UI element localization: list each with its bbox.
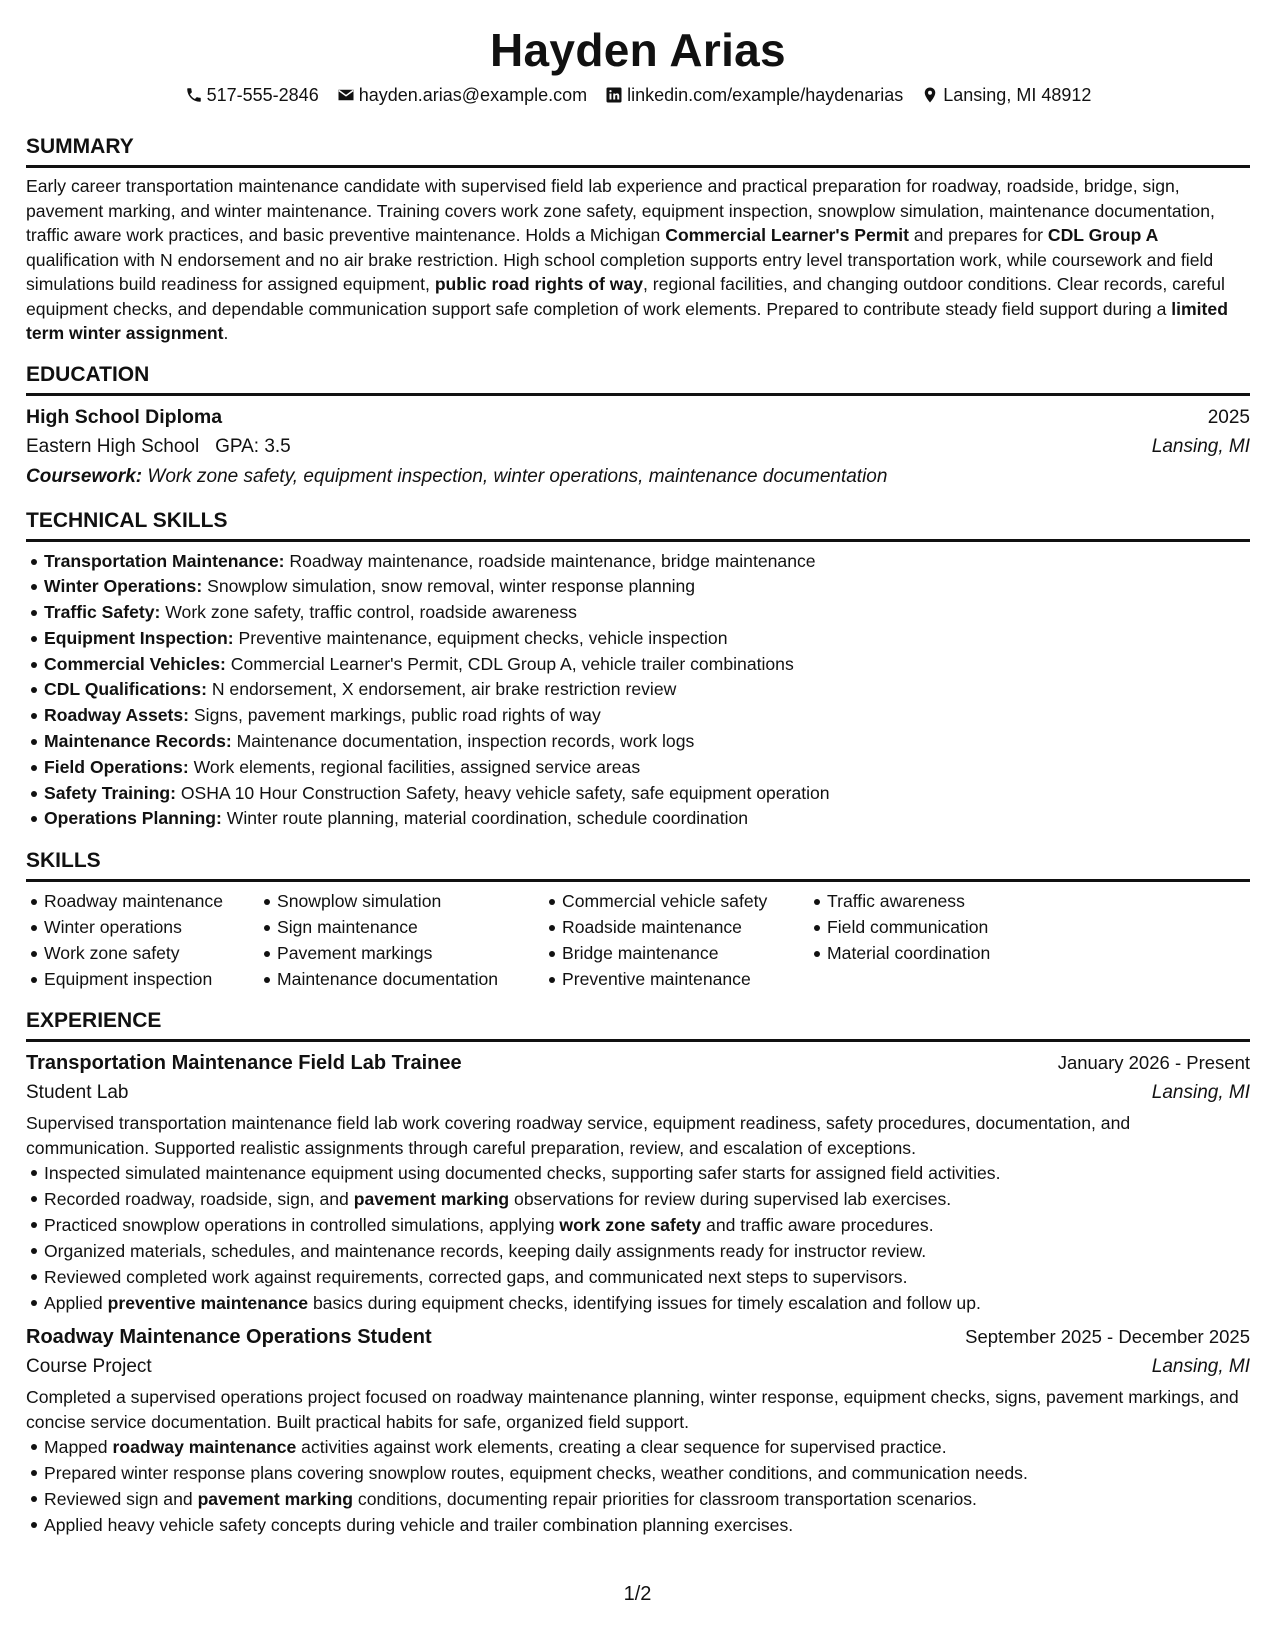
- list-item: Reviewed completed work against requirements, corrected gaps, and communicated next steps to supervisors.: [26, 1264, 1250, 1290]
- technical-skills-list: [26, 549, 1250, 833]
- skills-column: [26, 889, 259, 992]
- job-title-row: [26, 1048, 1250, 1078]
- list-item: Commercial Vehicles: Commercial Learner's Permit, CDL Group A, vehicle trailer combinations: [26, 652, 1250, 678]
- list-item: Organized materials, schedules, and maintenance records, keeping daily assignments ready for instructor review.: [26, 1238, 1250, 1264]
- education-degree-row: [26, 403, 1250, 432]
- list-item: Roadway maintenance: [26, 889, 259, 915]
- linkedin-text[interactable]: linkedin.com/example/haydenarias: [627, 85, 904, 105]
- job-bullets: [26, 1160, 1250, 1316]
- list-item: Commercial vehicle safety: [544, 889, 809, 915]
- degree-name: High School Diploma: [26, 405, 223, 428]
- list-item: Roadside maintenance: [544, 915, 809, 941]
- job-description: Completed a supervised operations project focused on roadway maintenance planning, winter response, equipment checks, signs, pavement markings, and concise service documentation. Built practical habits for safe, organized field support.: [26, 1387, 1239, 1432]
- list-item: Operations Planning: Winter route planning, material coordination, schedule coordination: [26, 806, 1250, 832]
- resume-page: [26, 0, 1250, 1538]
- school-gpa: GPA: 3.5: [215, 435, 291, 457]
- list-item: Applied heavy vehicle safety concepts during vehicle and trailer combination planning exercises.: [26, 1512, 1250, 1538]
- list-item: Applied preventive maintenance basics during equipment checks, identifying issues for timely escalation and follow up.: [26, 1290, 1250, 1316]
- list-item: CDL Qualifications: N endorsement, X endorsement, air brake restriction review: [26, 677, 1250, 703]
- technical-skills-heading: TECHNICAL SKILLS: [26, 508, 1250, 542]
- school-name: Eastern High School: [26, 435, 200, 457]
- list-item: Practiced snowplow operations in controlled simulations, applying work zone safety and traffic aware procedures.: [26, 1212, 1250, 1238]
- skills-heading: SKILLS: [26, 848, 1250, 882]
- location-text: Lansing, MI 48912: [943, 85, 1092, 105]
- coursework-text: Work zone safety, equipment inspection, winter operations, maintenance documentation: [142, 465, 888, 487]
- coursework-label: Coursework:: [26, 465, 143, 487]
- list-item: Inspected simulated maintenance equipment using documented checks, supporting safer starts for assigned field activities.: [26, 1160, 1250, 1186]
- list-item: Transportation Maintenance: Roadway maintenance, roadside maintenance, bridge maintenance: [26, 549, 1250, 575]
- skills-grid: [26, 889, 1250, 992]
- list-item: Sign maintenance: [259, 915, 544, 941]
- list-item: Field Operations: Work elements, regional facilities, assigned service areas: [26, 755, 1250, 781]
- contact-phone: [185, 83, 319, 107]
- education-heading: EDUCATION: [26, 362, 1250, 396]
- school-location: Lansing, MI: [1151, 435, 1250, 457]
- contact-linkedin[interactable]: [605, 83, 903, 107]
- job-org-row: [26, 1352, 1250, 1382]
- list-item: Equipment Inspection: Preventive maintenance, equipment checks, vehicle inspection: [26, 626, 1250, 652]
- phone-text: 517-555-2846: [206, 85, 319, 105]
- list-item: Roadway Assets: Signs, pavement markings, public road rights of way: [26, 703, 1250, 729]
- email-icon: [337, 86, 355, 104]
- job-description: Supervised transportation maintenance field lab work covering roadway service, equipment readiness, safety procedures, documentation, and communication. Supported realistic assignments through careful preparation, review, and escalation of exceptions.: [26, 1113, 1131, 1158]
- experience-heading: EXPERIENCE: [26, 1008, 1250, 1042]
- job-title-row: [26, 1322, 1250, 1352]
- list-item: Snowplow simulation: [259, 889, 544, 915]
- job-org-row: [26, 1078, 1250, 1108]
- job-entry: [26, 1048, 1250, 1316]
- list-item: Traffic awareness: [809, 889, 1069, 915]
- contact-bar: [26, 83, 1250, 107]
- contact-location: [921, 83, 1091, 107]
- list-item: Work zone safety: [26, 941, 259, 967]
- job-title: Roadway Maintenance Operations Student: [26, 1326, 432, 1349]
- list-item: Prepared winter response plans covering snowplow routes, equipment checks, weather conditions, and communication needs.: [26, 1460, 1250, 1486]
- list-item: Maintenance documentation: [259, 967, 544, 993]
- list-item: Winter Operations: Snowplow simulation, snow removal, winter response planning: [26, 574, 1250, 600]
- summary-text: Early career transportation maintenance candidate with supervised field lab experience and practical preparation for roadway, roadside, bridge, sign, pavement marking, and winter maintenance. Training covers work zone safety, equipment inspection, snowplow simulation, maintenance documentation, traffic aware work practices, and basic preventive maintenance. Holds a Michigan Commercial Learner's Permit and prepares for CDL Group A qualification with N endorsement and no air brake restriction. High school completion supports entry level transportation work, while coursework and field simulations build readiness for assigned equipment, public road rights of way, regional facilities, and changing outdoor conditions. Clear records, careful equipment checks, and dependable communication support safe completion of work elements. Prepared to contribute steady field support during a limited term winter assignment.: [26, 176, 1228, 343]
- location-icon: [921, 86, 939, 104]
- candidate-name: Hayden Arias: [490, 24, 786, 76]
- phone-icon: [185, 86, 203, 104]
- job-bullets: [26, 1434, 1250, 1538]
- list-item: Safety Training: OSHA 10 Hour Construction Safety, heavy vehicle safety, safe equipment operation: [26, 781, 1250, 807]
- skills-column: [259, 889, 544, 992]
- job-org: Student Lab: [26, 1082, 129, 1104]
- job-dates: January 2026 - Present: [1057, 1052, 1250, 1074]
- job-title: Transportation Maintenance Field Lab Trainee: [26, 1052, 462, 1075]
- job-location: Lansing, MI: [1151, 1082, 1250, 1104]
- contact-email[interactable]: [337, 83, 587, 107]
- list-item: Bridge maintenance: [544, 941, 809, 967]
- list-item: Maintenance Records: Maintenance documentation, inspection records, work logs: [26, 729, 1250, 755]
- list-item: Equipment inspection: [26, 967, 259, 993]
- list-item: Material coordination: [809, 941, 1069, 967]
- job-location: Lansing, MI: [1151, 1356, 1250, 1378]
- list-item: Traffic Safety: Work zone safety, traffic control, roadside awareness: [26, 600, 1250, 626]
- page-number: 1/2: [623, 1583, 652, 1605]
- list-item: Field communication: [809, 915, 1069, 941]
- list-item: Reviewed sign and pavement marking conditions, documenting repair priorities for classroom transportation scenarios.: [26, 1486, 1250, 1512]
- list-item: Preventive maintenance: [544, 967, 809, 993]
- list-item: Mapped roadway maintenance activities against work elements, creating a clear sequence for supervised practice.: [26, 1434, 1250, 1460]
- job-entry: [26, 1322, 1250, 1538]
- job-dates: September 2025 - December 2025: [965, 1326, 1250, 1348]
- summary-heading: SUMMARY: [26, 134, 1250, 168]
- education-school-row: [26, 432, 1250, 462]
- email-text[interactable]: hayden.arias@example.com: [358, 85, 588, 105]
- skills-column: [809, 889, 1069, 992]
- list-item: Winter operations: [26, 915, 259, 941]
- job-org: Course Project: [26, 1356, 152, 1378]
- degree-year: 2025: [1207, 406, 1250, 428]
- skills-column: [544, 889, 809, 992]
- linkedin-icon: [605, 86, 623, 104]
- list-item: Recorded roadway, roadside, sign, and pavement marking observations for review during supervised lab exercises.: [26, 1186, 1250, 1212]
- school-info: [26, 432, 291, 462]
- list-item: Pavement markings: [259, 941, 544, 967]
- coursework: [26, 462, 1250, 492]
